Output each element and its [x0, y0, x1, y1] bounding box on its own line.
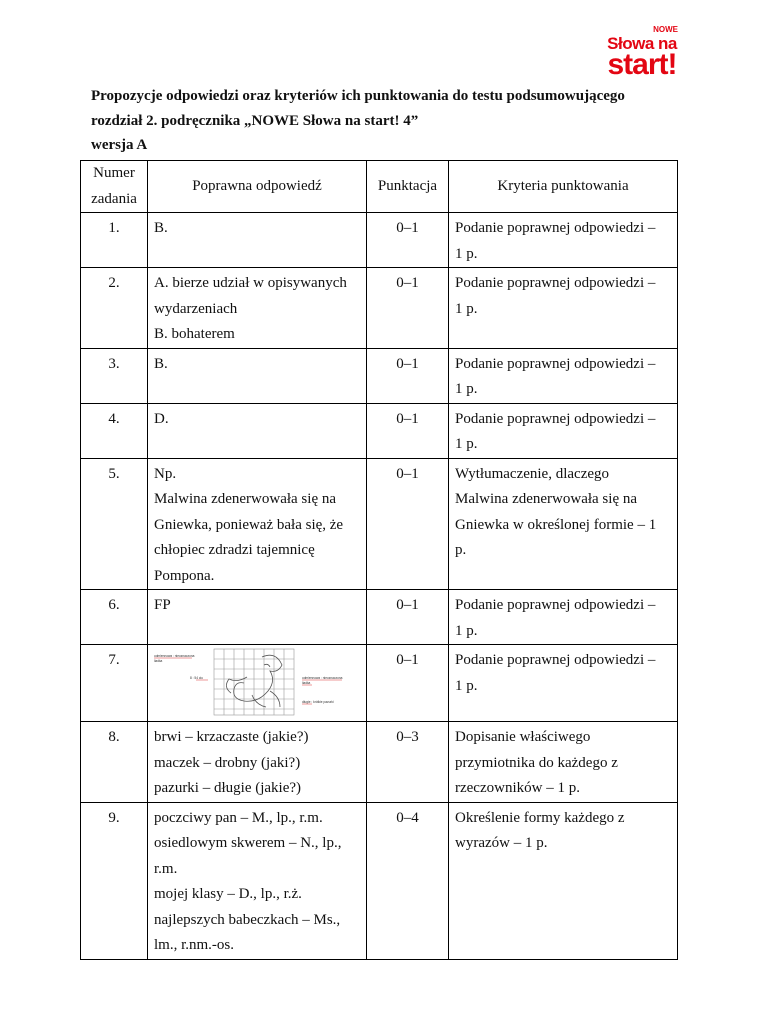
table-row: [81, 722, 678, 803]
points-range: 0–1: [367, 213, 449, 268]
answer-line: r.m.: [154, 860, 178, 877]
scoring-criteria: [449, 268, 678, 349]
table-row: [81, 590, 678, 645]
scoring-criteria: [449, 802, 678, 959]
answer-line: D.: [154, 410, 169, 427]
criteria-line: rzeczowników – 1 p.: [455, 780, 580, 796]
answer-line: mojej klasy – D., lp., r.ż.: [154, 886, 302, 902]
scoring-criteria: [449, 722, 678, 803]
task-number: 9.: [81, 802, 148, 959]
header-answer: Poprawna odpowiedź: [148, 161, 367, 213]
task-number: 3.: [81, 348, 148, 403]
brand-logo: [600, 26, 684, 80]
table-row: [81, 645, 678, 722]
header-criteria: Kryteria punktowania: [449, 161, 678, 213]
criteria-line: Podanie poprawnej odpowiedzi –: [455, 275, 656, 291]
correct-answer: [148, 458, 367, 590]
task-number: 5.: [81, 458, 148, 590]
thumb-label-6: długie : krótkie pazurki: [302, 700, 334, 704]
points-range: 0–1: [367, 590, 449, 645]
criteria-line: Wytłumaczenie, dlaczego: [455, 465, 610, 482]
task-number: 8.: [81, 722, 148, 803]
task-number: 7.: [81, 645, 148, 722]
scoring-criteria: [449, 645, 678, 722]
criteria-line: Podanie poprawnej odpowiedzi –: [455, 355, 656, 372]
answer-line: brwi – krzaczaste (jakie?): [154, 729, 309, 745]
table-header-row: [81, 161, 678, 213]
answer-line: Np.: [154, 465, 177, 482]
answer-line: najlepszych babeczkach – Ms.,: [154, 911, 341, 928]
answer-line: lm., r.nm.-os.: [154, 937, 235, 953]
task-number: 1.: [81, 213, 148, 268]
table-row: [81, 213, 678, 268]
logo-line-2: Słowa na: [607, 34, 677, 53]
task-number: 4.: [81, 403, 148, 458]
correct-answer: [148, 213, 367, 268]
document-version: wersja A: [91, 137, 148, 153]
answer-key-table: [80, 160, 678, 960]
criteria-line: Podanie poprawnej odpowiedzi –: [455, 597, 656, 613]
header-points: Punktacja: [367, 161, 449, 213]
criteria-line: Gniewka w określonej formie – 1: [455, 516, 657, 533]
scoring-criteria: [449, 348, 678, 403]
scoring-criteria: [449, 458, 678, 590]
thumb-label-1: odmiennowa : nieoznaczona: [154, 654, 195, 658]
criteria-line: 1 p.: [455, 300, 478, 317]
table-row: [81, 348, 678, 403]
points-range: 0–4: [367, 802, 449, 959]
correct-answer: [148, 802, 367, 959]
answer-line: Gniewka, ponieważ bała się, że: [154, 516, 344, 533]
answer-line: Pompona.: [154, 567, 215, 584]
logo-line-1: NOWE: [653, 25, 678, 34]
answer-line: maczek – drobny (jaki?): [154, 754, 301, 771]
answer-line: B.: [154, 355, 168, 372]
table-row: [81, 268, 678, 349]
scoring-criteria: [449, 590, 678, 645]
correct-answer: [148, 590, 367, 645]
criteria-line: p.: [455, 542, 467, 558]
table-row: [81, 403, 678, 458]
correct-answer: [148, 645, 367, 722]
points-range: 0–1: [367, 268, 449, 349]
criteria-line: 1 p.: [455, 381, 478, 397]
criteria-line: wyrazów – 1 p.: [455, 835, 548, 851]
thumb-label-2: liadka: [154, 659, 163, 663]
answer-line: FP: [154, 597, 171, 613]
task-number: 2.: [81, 268, 148, 349]
criteria-line: 1 p.: [455, 245, 478, 262]
correct-answer: [148, 722, 367, 803]
criteria-line: przymiotnika do każdego z: [455, 754, 618, 771]
logo-line-3: start!: [607, 48, 677, 81]
points-range: 0–3: [367, 722, 449, 803]
table-row: [81, 802, 678, 959]
thumb-label-3: 8 : 54 ciu: [190, 676, 203, 680]
scoring-criteria: [449, 213, 678, 268]
points-range: 0–1: [367, 403, 449, 458]
criteria-line: Podanie poprawnej odpowiedzi –: [455, 410, 656, 427]
criteria-line: Dopisanie właściwego: [455, 729, 591, 745]
criteria-line: Malwina zdenerwowała się na: [455, 491, 638, 507]
answer-line: B. bohaterem: [154, 326, 235, 342]
criteria-line: 1 p.: [455, 622, 478, 639]
points-range: 0–1: [367, 348, 449, 403]
answer-line: poczciwy pan – M., lp., r.m.: [154, 809, 323, 826]
answer-line: Malwina zdenerwowała się na: [154, 491, 337, 507]
points-range: 0–1: [367, 645, 449, 722]
answer-line: chłopiec zdradzi tajemnicę: [154, 542, 315, 558]
criteria-line: Podanie poprawnej odpowiedzi –: [455, 220, 656, 236]
criteria-line: Podanie poprawnej odpowiedzi –: [455, 652, 656, 668]
header-number: Numer zadania: [81, 161, 148, 213]
points-range: 0–1: [367, 458, 449, 590]
dragon-exercise-thumbnail: [152, 647, 358, 719]
answer-line: osiedlowym skwerem – N., lp.,: [154, 835, 342, 851]
answer-line: B.: [154, 220, 168, 236]
correct-answer: [148, 268, 367, 349]
document-title-line-2: rozdział 2. podręcznika „NOWE Słowa na start! 4”: [91, 113, 419, 129]
answer-line: pazurki – długie (jakie?): [154, 780, 302, 796]
thumb-label-5: liadka: [302, 681, 311, 685]
document-title-line-1: Propozycje odpowiedzi oraz kryteriów ich punktowania do testu podsumowującego: [91, 88, 625, 104]
thumb-label-4: odmiennowa : nieoznaczona: [302, 676, 343, 680]
criteria-line: 1 p.: [455, 677, 478, 694]
task-number: 6.: [81, 590, 148, 645]
answer-line: A. bierze udział w opisywanych: [154, 275, 347, 291]
criteria-line: Określenie formy każdego z: [455, 809, 625, 826]
table-row: [81, 458, 678, 590]
criteria-line: 1 p.: [455, 436, 478, 452]
scoring-criteria: [449, 403, 678, 458]
correct-answer: [148, 348, 367, 403]
correct-answer: [148, 403, 367, 458]
answer-line: wydarzeniach: [154, 300, 238, 317]
